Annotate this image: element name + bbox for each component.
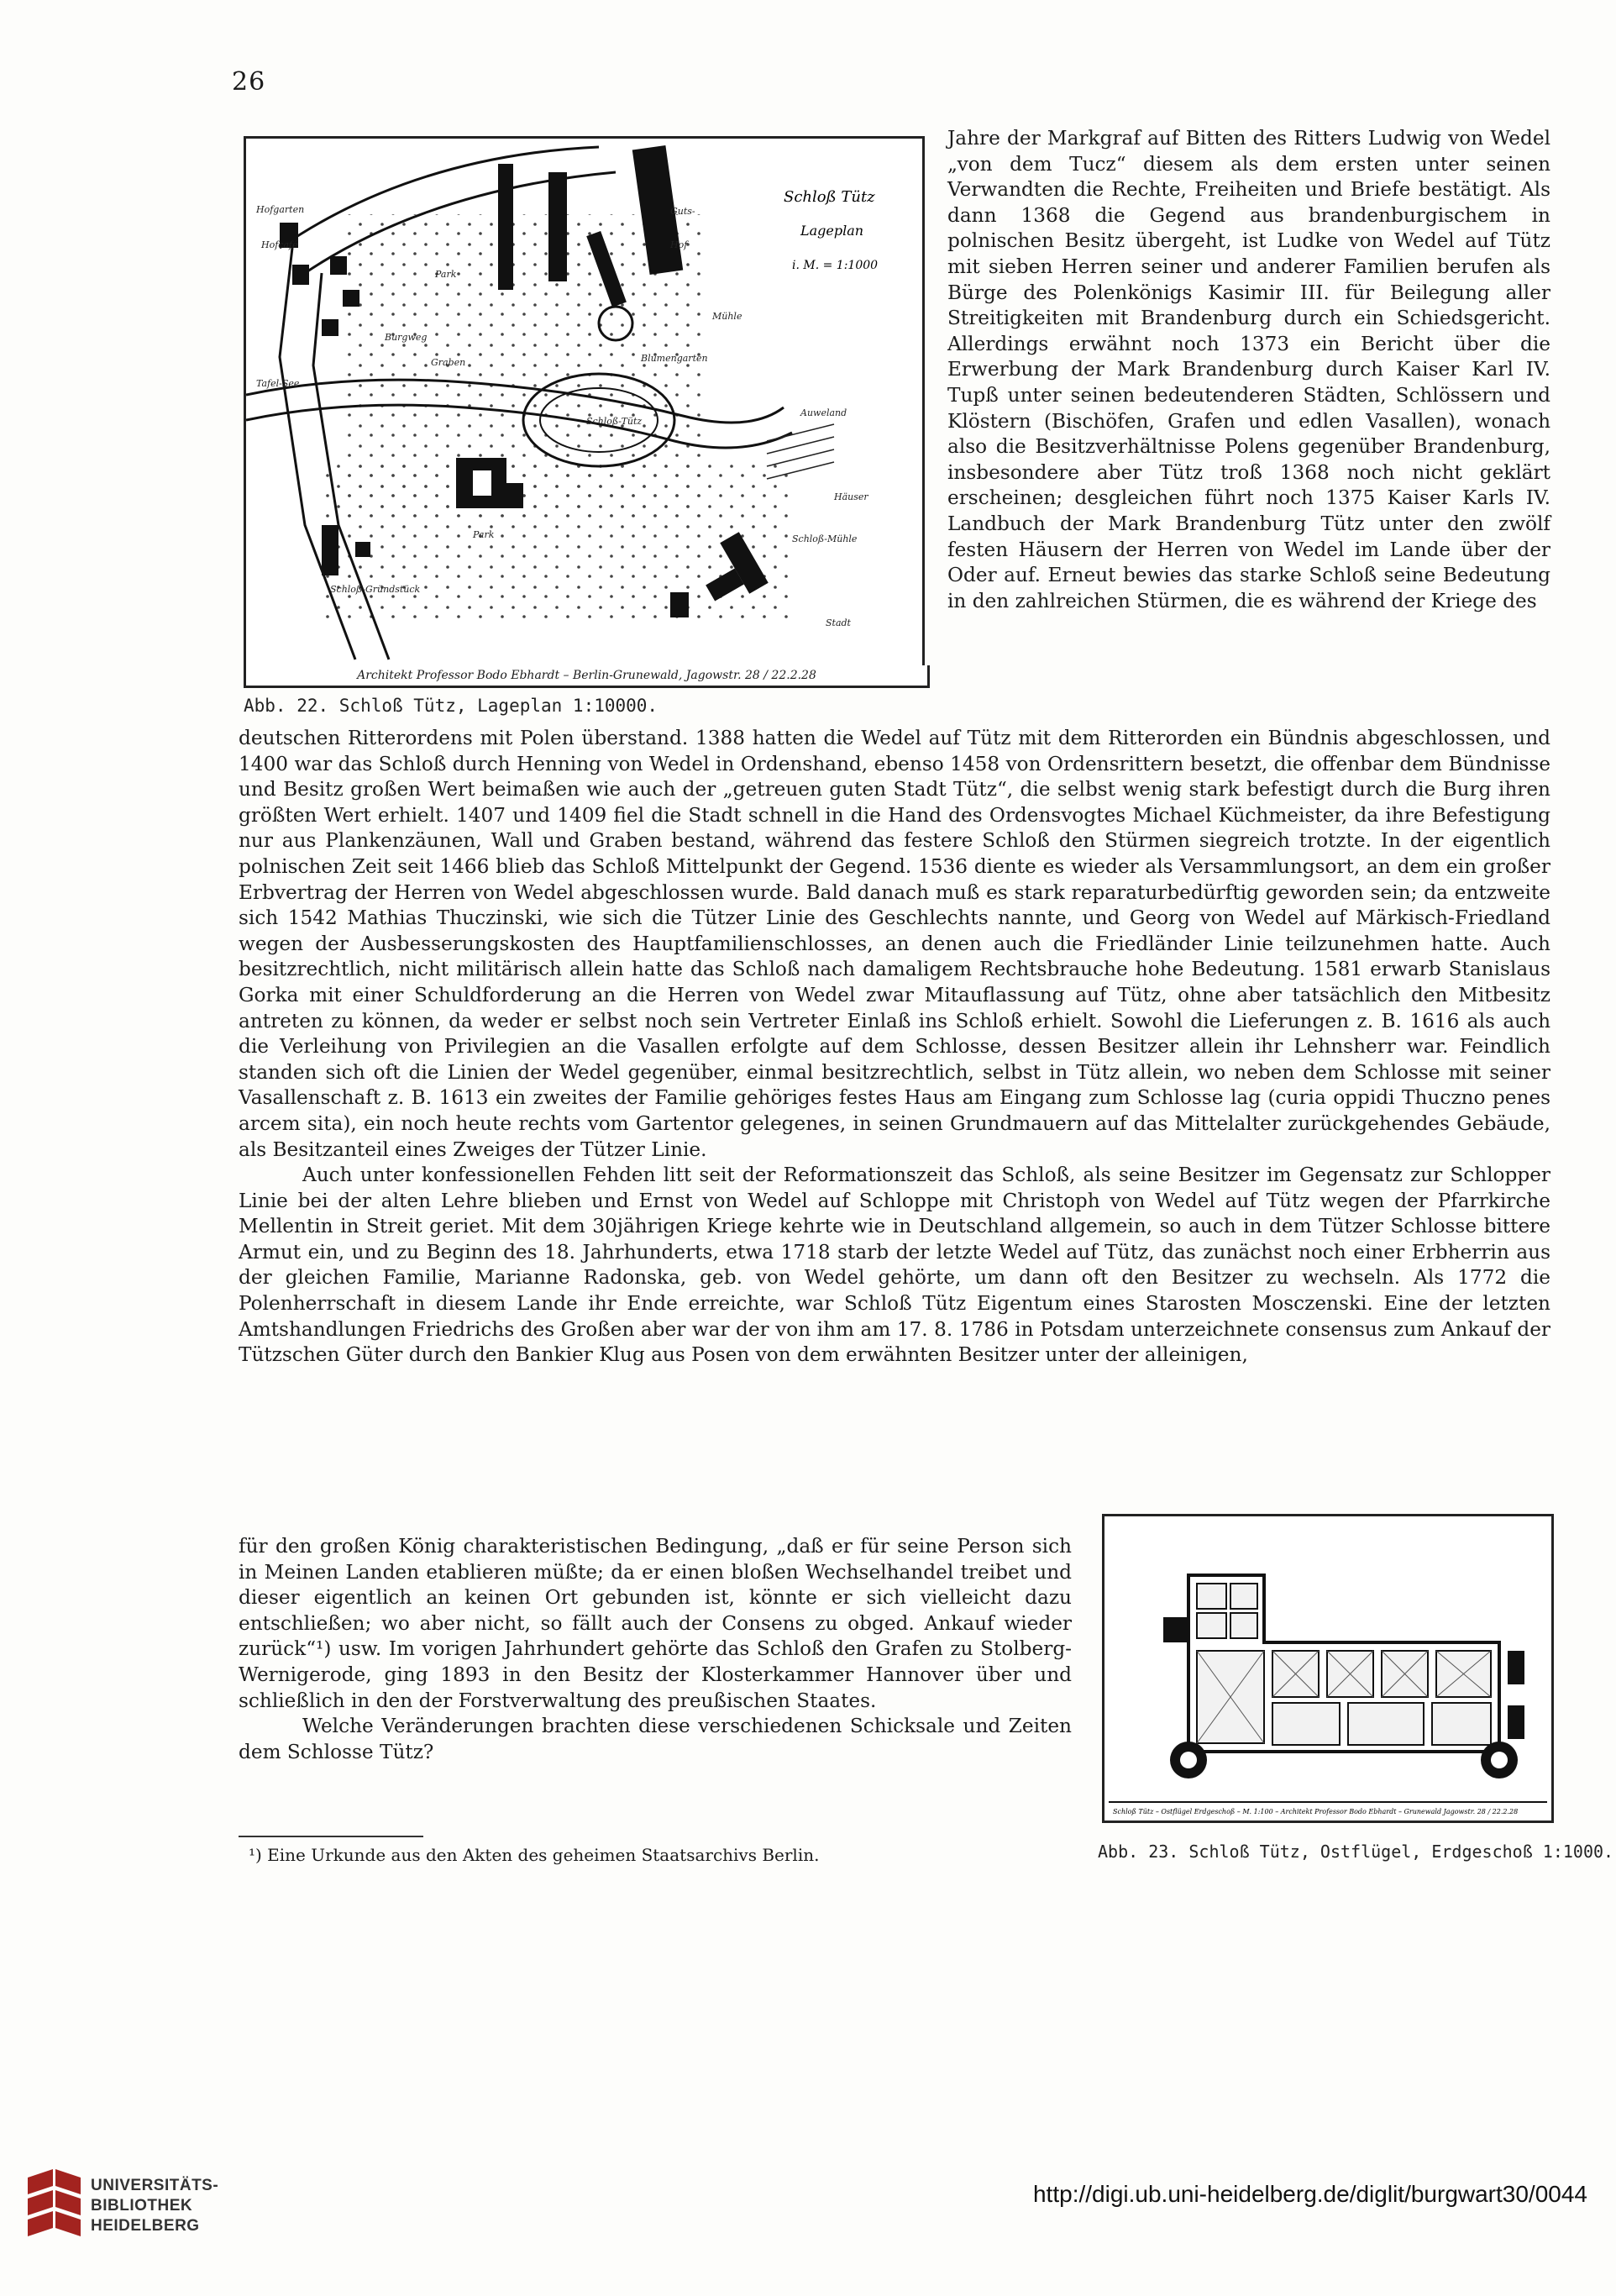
- label-muehle: Mühle: [712, 311, 742, 322]
- label-schlossgruendstueck: Schloß-Gründstück: [330, 584, 421, 595]
- label-blumengarten: Blumengarten: [641, 353, 708, 364]
- label-stadt: Stadt: [826, 617, 851, 628]
- library-name-line: UNIVERSITÄTS-: [91, 2177, 219, 2194]
- label-graben: Graben: [431, 357, 466, 368]
- figure-23-caption: Abb. 23. Schloß Tütz, Ostflügel, Erdgeschoß 1:1000.: [1098, 1842, 1614, 1862]
- library-logo-icon: [24, 2169, 82, 2245]
- site-plan-drawing: [246, 139, 922, 668]
- label-hofcafe: Hofcafé: [261, 239, 298, 250]
- floor-plan-figure: [1102, 1514, 1554, 1823]
- map-scale: i. M. = 1:1000: [792, 259, 879, 272]
- park-trees-south: [322, 458, 792, 626]
- full-width-text: [239, 726, 1550, 1369]
- label-tafel: Tafel-See: [256, 378, 300, 389]
- label-haeuser: Häuser: [834, 491, 868, 502]
- footnote-rule: [239, 1836, 423, 1837]
- label-guts: Guts-: [670, 206, 695, 217]
- label-auweland: Auweland: [800, 407, 847, 418]
- label-park: Park: [435, 269, 457, 280]
- paragraph: Auch unter konfessionellen Fehden litt seit der Reformationszeit das Schloß, als seine Besitzer im Gegensatz zur Schlopper Linie bei der alten Lehre blieben und Ernst von Wedel auf Schloppe mit Christoph von Wedel auf Tütz wegen der Pfarrkirche Mellentin in Streit geriet. Mit dem 30jährigen Kriege kehrte wie in Deutschland allgemein, so auch in dem Tützer Schlosse bittere Armut ein, und zu Beginn des 18. Jahrhunderts, etwa 1718 starb der letzte Wedel auf Tütz, das zunächst noch einer Erbherrin aus der gleichen Familie, Marianne Radonska, geb. von Wedel gehörte, um dann oft den Besitzer zu wechseln. Als 1772 die Polenherrschaft in diesem Lande ihr Ende erreichte, war Schloß Tütz Eigentum eines Starosten Mosczenski. Eine der letzten Amtshandlungen Friedrichs des Großen aber war der von ihm am 17. 8. 1786 in Potsdam unterzeichnete consensus zum Ankauf der Tützschen Güter durch den Bankier Klug aus Posen von dem erwähnten Besitzer unter der alleinigen,: [239, 1164, 1550, 1367]
- label-park-south: Park: [473, 529, 495, 540]
- figure-22-caption: Abb. 22. Schloß Tütz, Lageplan 1:10000.: [244, 696, 658, 716]
- label-hof: Hof: [670, 239, 688, 250]
- floor-plan-drawing: [1104, 1516, 1551, 1821]
- label-schloss: Schloß-Tütz: [586, 416, 643, 427]
- paragraph: für den großen König charakteristischen Bedingung, „daß er für seine Person sich in Meinen Landen etablieren müßte; da er einen bloßen Wechselhandel treibet und dieser eigentlich an keinen Ort gebunden ist, könnte er sich vielleicht dazu entschließen; wo aber nicht, so fällt auch der Consens zu obged. Ankauf wieder zurück“¹) usw. Im vorigen Jahrhundert gehörte das Schloß den Grafen zu Stolberg-Wernigerode, ging 1893 in den Besitz der Klosterkammer Hannover über und schließlich in den der Forstverwaltung des preußischen Staates.: [239, 1535, 1072, 1712]
- library-name-line: HEIDELBERG: [91, 2217, 200, 2235]
- library-name-line: BIBLIOTHEK: [91, 2197, 193, 2215]
- plan-credit: Schloß Tütz – Ostflügel Erdgeschoß – M. 1:100 – Architekt Professor Bodo Ebhardt – Grunewald Jagowstr. 28 / 22.2.28: [1113, 1808, 1519, 1815]
- library-name: [91, 2176, 218, 2236]
- paragraph: deutschen Ritterordens mit Polen überstand. 1388 hatten die Wedel auf Tütz mit dem Ritterorden ein Bündnis abgeschlossen, und 1400 war das Schloß durch Henning von Wedel in Ordenshand, ebenso 1458 von Ordensrittern besetzt, die offenbar dem Bündnisse und Besitz großen Wert beimaßen wie auch der „getreuen guten Stadt Tütz“, die selbst wenig stark befestigt durch die Burg ihren größten Wert erhielt. 1407 und 1409 fiel die Stadt schnell in die Hand des Ordensvogtes Michael Küchmeister, da ihre Befestigung nur aus Plankenzäunen, Wall und Graben bestand, während das festere Schloß den Stürmen siegreich trotzte. In der eigentlich polnischen Zeit seit 1466 blieb das Schloß Mittelpunkt der Gegend. 1536 diente es wieder als Versammlungsort, an dem ein großer Erbvertrag der Herren von Wedel abgeschlossen wurde. Bald danach muß es stark reparaturbedürftig geworden sein; da entzweite sich 1542 Mathias Thuczinski, wie sich die Tützer Linie des Geschlechts nannte, und Georg von Wedel auf Märkisch-Friedland wegen der Ausbesserungskosten des Hauptfamilienschlosses, an denen auch die Friedländer Linie teilzunehmen hatte. Auch besitzrechtlich, nicht militärisch allein hatte das Schloß nach damaligem Rechtsbrauche hohe Bedeutung. 1581 erwarb Stanislaus Gorka mit einer Schuldforderung an die Herren von Wedel zwar Mitauflassung auf Tütz, ohne aber tatsächlich den Mitbesitz antreten zu können, da weder er selbst noch sein Vertreter Einlaß ins Schloß erhielt. Sowohl die Lieferungen z. B. 1616 als auch die Verleihung von Privilegien an die Vasallen erfolgte auf dem Schlosse, dessen Besitzer allein ihr Lehnsherr war. Feindlich standen sich oft die Linien der Wedel gegenüber, einmal besitzrechtlich, selbst in Tütz allein, wo neben dem Schlosse mit seiner Vasallenschaft z. B. 1613 ein zweites der Familie gehöriges festes Haus am Eingang zum Schlosse lag (curia oppidi Thuczno penes arcem sita), ein noch heute rechts vom Gartentor gelegenes, in seinen Grundmauern auf das Mittelalter zurückgehendes Gebäude, als Besitzanteil eines Zweiges der Tützer Linie.: [239, 727, 1550, 1161]
- label-burgweg: Burgweg: [385, 332, 428, 343]
- map-title: Schloß Tütz: [784, 188, 875, 206]
- paragraph: Welche Veränderungen brachten diese verschiedenen Schicksale und Zeiten dem Schlosse Tütz?: [239, 1715, 1072, 1763]
- paragraph: Jahre der Markgraf auf Bitten des Ritters Ludwig von Wedel „von dem Tucz“ diesem als dem ersten unter seinen Verwandten die Rechte, Freiheiten und Briefe bestätigt. Als dann 1368 die Gegend aus brandenburgischem in polnischen Besitz übergeht, ist Ludke von Wedel auf Tütz mit sieben Herren seiner und anderer Familien berufen als Bürge des Polenkönigs Kasimir III. für Beilegung aller Streitigkeiten mit Brandenburg durch ein Schiedsgericht. Allerdings erwähnt noch 1373 ein Bericht über die Erwerbung der Mark Brandenburg durch Kaiser Karl IV. Tupß unter seinen bedeutenderen Städten, Schlössern und Klöstern (Bischöfen, Grafen und edlen Vasallen), wonach also die Besitzverhältnisse Polens gegenüber Brandenburg, insbesondere aber Tütz troß 1368 noch nicht geklärt erscheinen; desgleichen führt noch 1375 Kaiser Karls IV. Landbuch der Mark Brandenburg Tütz unter den zwölf festen Häusern der Herren von Wedel im Lande über der Oder auf. Erneut bewies das starke Schloß seine Bedeutung in den zahlreichen Stürmen, die es während der Kriege des: [947, 127, 1550, 612]
- map-credit: Architekt Professor Bodo Ebhardt – Berlin-Grunewald, Jagowstr. 28 / 22.2.28: [244, 665, 930, 688]
- map-subtitle: Lageplan: [800, 223, 864, 239]
- right-column-text: [947, 126, 1550, 614]
- footnote: ¹) Eine Urkunde aus den Akten des geheimen Staatsarchivs Berlin.: [249, 1845, 820, 1865]
- left-column-text: [239, 1534, 1072, 1765]
- site-plan-figure: [244, 136, 925, 670]
- label-hofgarten: Hofgarten: [256, 204, 305, 215]
- page-number: 26: [232, 67, 266, 97]
- source-url[interactable]: http://digi.ub.uni-heidelberg.de/diglit/burgwart30/0044: [1032, 2181, 1587, 2207]
- label-schlossmuehle: Schloß-Mühle: [792, 533, 858, 544]
